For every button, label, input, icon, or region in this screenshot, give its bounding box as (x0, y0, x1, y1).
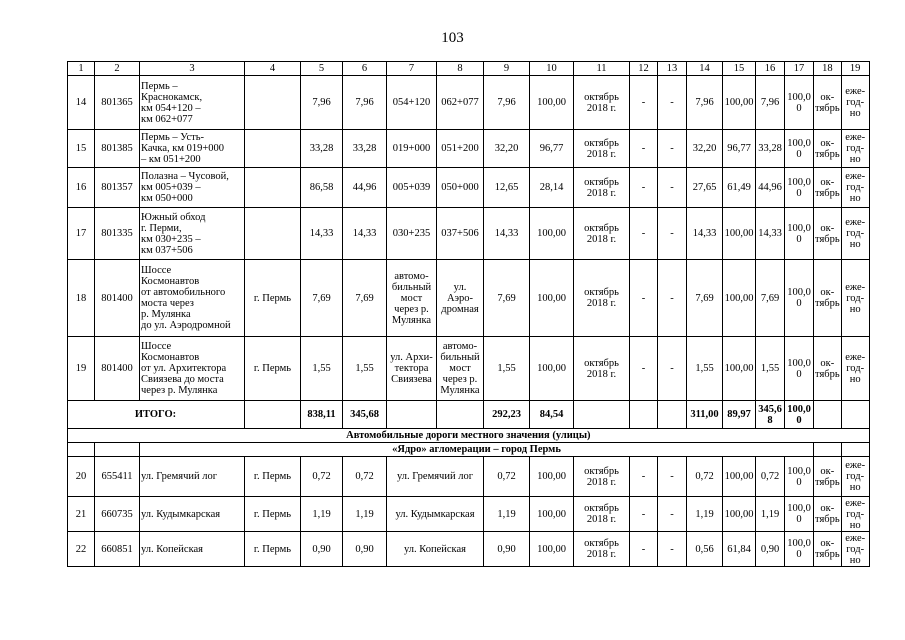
table-cell: 14,33 (484, 208, 530, 260)
table-cell: Шоссе Космонавтов от автомобильного моста через р. Мулянка до ул. Аэродромной (140, 260, 245, 337)
table-row (68, 76, 870, 130)
table-row (68, 260, 870, 337)
column-number-row (68, 62, 870, 76)
table-cell: - (658, 532, 687, 567)
total-col17: 100,0 0 (785, 401, 814, 429)
table-cell (841, 443, 869, 457)
table-cell: ок- тябрь (814, 497, 842, 532)
table-cell: ул. Архи- тектора Свиязева (387, 337, 437, 401)
table-cell: - (630, 497, 658, 532)
total-label: ИТОГО: (68, 401, 245, 429)
total-col15: 89,97 (723, 401, 756, 429)
total-percent: 84,54 (530, 401, 574, 429)
column-number: 2 (95, 62, 140, 76)
column-number: 11 (574, 62, 630, 76)
table-cell: 100,00 (530, 208, 574, 260)
table-cell: 1,55 (484, 337, 530, 401)
table-cell: ул. Кудымкарская (387, 497, 484, 532)
table-cell (387, 401, 437, 429)
table-cell: 44,96 (756, 168, 785, 208)
total-diagnosed: 345,68 (343, 401, 387, 429)
table-cell: 801400 (95, 260, 140, 337)
table-cell: 100,00 (530, 260, 574, 337)
table-cell: 100,00 (530, 532, 574, 567)
table-cell: 44,96 (343, 168, 387, 208)
table-cell: 33,28 (301, 130, 343, 168)
table-cell: - (658, 208, 687, 260)
table-cell: 14 (68, 76, 95, 130)
table-cell: 7,96 (343, 76, 387, 130)
table-cell: ок- тябрь (814, 76, 842, 130)
table-cell: ул. Копейская (140, 532, 245, 567)
table-cell: 100,00 (723, 337, 756, 401)
table-cell: 1,19 (687, 497, 723, 532)
table-cell: 100,0 0 (785, 208, 814, 260)
table-cell: ок- тябрь (814, 168, 842, 208)
table-cell: ок- тябрь (814, 532, 842, 567)
table-cell: ок- тябрь (814, 130, 842, 168)
table-cell: 660851 (95, 532, 140, 567)
table-cell: 100,00 (723, 260, 756, 337)
table-cell: 1,55 (301, 337, 343, 401)
page-number: 103 (441, 30, 464, 46)
table-cell: 062+077 (437, 76, 484, 130)
table-row (68, 130, 870, 168)
table-cell: - (630, 130, 658, 168)
table-cell: 050+000 (437, 168, 484, 208)
table-cell: 61,49 (723, 168, 756, 208)
table-cell: г. Пермь (245, 497, 301, 532)
table-cell (68, 443, 95, 457)
table-cell: автомо- бильный мост через р. Мулянка (437, 337, 484, 401)
table-cell (658, 401, 687, 429)
table-cell: г. Пермь (245, 260, 301, 337)
column-number: 17 (785, 62, 814, 76)
table-cell (437, 401, 484, 429)
table-cell: еже- год- но (841, 208, 869, 260)
table-cell: октябрь 2018 г. (574, 260, 630, 337)
table-row (68, 497, 870, 532)
column-number: 18 (814, 62, 842, 76)
table-cell: 7,69 (484, 260, 530, 337)
column-number: 12 (630, 62, 658, 76)
table-cell: - (658, 130, 687, 168)
table-cell: еже- год- но (841, 497, 869, 532)
table-cell: 7,96 (484, 76, 530, 130)
table-cell: 801335 (95, 208, 140, 260)
table-row (68, 457, 870, 497)
table-cell: 7,96 (301, 76, 343, 130)
table-cell: 0,90 (343, 532, 387, 567)
table-cell: 16 (68, 168, 95, 208)
column-number: 9 (484, 62, 530, 76)
table-cell: - (658, 168, 687, 208)
table-cell: 7,96 (756, 76, 785, 130)
table-cell: Южный обход г. Перми, км 030+235 – км 037+506 (140, 208, 245, 260)
table-cell: 054+120 (387, 76, 437, 130)
table-cell: 801365 (95, 76, 140, 130)
table-cell: ок- тябрь (814, 260, 842, 337)
table-cell (814, 443, 842, 457)
table-cell (841, 401, 869, 429)
table-cell: 27,65 (687, 168, 723, 208)
table-cell: Шоссе Космонавтов от ул. Архитектора Свиязева до моста через р. Мулянка (140, 337, 245, 401)
table-cell: г. Пермь (245, 457, 301, 497)
table-cell: 037+506 (437, 208, 484, 260)
table-cell: - (630, 260, 658, 337)
total-row (68, 401, 870, 429)
table-cell: 96,77 (530, 130, 574, 168)
street-rows (68, 457, 870, 567)
total-col16: 345,6 8 (756, 401, 785, 429)
table-row (68, 168, 870, 208)
table-cell: еже- год- но (841, 532, 869, 567)
table-cell: Пермь – Усть- Качка, км 019+000 – км 051+200 (140, 130, 245, 168)
section-title: Автомобильные дороги местного значения (улицы) (68, 429, 870, 443)
table-cell: 0,72 (687, 457, 723, 497)
table-cell: ул. Аэро- дромная (437, 260, 484, 337)
table-cell: 1,55 (756, 337, 785, 401)
table-cell: 33,28 (343, 130, 387, 168)
table-cell (245, 401, 301, 429)
table-cell: - (658, 76, 687, 130)
table-cell: 801400 (95, 337, 140, 401)
table-cell: 7,96 (687, 76, 723, 130)
table-cell: октябрь 2018 г. (574, 130, 630, 168)
table-cell: 1,55 (687, 337, 723, 401)
table-cell: 655411 (95, 457, 140, 497)
table-cell: 051+200 (437, 130, 484, 168)
table-cell: 1,19 (756, 497, 785, 532)
table-cell: октябрь 2018 г. (574, 532, 630, 567)
table-cell: октябрь 2018 г. (574, 337, 630, 401)
table-cell: - (630, 208, 658, 260)
table-cell: ок- тябрь (814, 337, 842, 401)
table-cell: - (630, 337, 658, 401)
table-cell (245, 208, 301, 260)
table-cell (95, 443, 140, 457)
table-cell: еже- год- но (841, 260, 869, 337)
table-cell: 100,0 0 (785, 337, 814, 401)
table-cell: 0,72 (484, 457, 530, 497)
table-cell: 100,00 (723, 457, 756, 497)
table-cell: г. Пермь (245, 337, 301, 401)
table-cell: 19 (68, 337, 95, 401)
table-cell: еже- год- но (841, 168, 869, 208)
column-number: 16 (756, 62, 785, 76)
column-number: 10 (530, 62, 574, 76)
table-cell: 100,00 (723, 497, 756, 532)
table-cell: 0,90 (484, 532, 530, 567)
table-cell: ул. Гремячий лог (140, 457, 245, 497)
table-cell: еже- год- но (841, 130, 869, 168)
column-number: 3 (140, 62, 245, 76)
table-cell: 030+235 (387, 208, 437, 260)
table-cell (630, 401, 658, 429)
table-cell: - (630, 457, 658, 497)
table-cell: автомо- бильный мост через р. Мулянка (387, 260, 437, 337)
table-cell: - (658, 337, 687, 401)
table-cell: 100,00 (530, 337, 574, 401)
table-cell: еже- год- но (841, 76, 869, 130)
table-cell: еже- год- но (841, 457, 869, 497)
column-number: 5 (301, 62, 343, 76)
column-number: 14 (687, 62, 723, 76)
table-cell: октябрь 2018 г. (574, 168, 630, 208)
table-cell: ок- тябрь (814, 457, 842, 497)
table-cell: 0,72 (301, 457, 343, 497)
table-cell: ул. Копейская (387, 532, 484, 567)
table-row (68, 532, 870, 567)
column-number: 4 (245, 62, 301, 76)
table-cell: 019+000 (387, 130, 437, 168)
table-cell: 18 (68, 260, 95, 337)
table-cell: - (658, 497, 687, 532)
table-cell (245, 168, 301, 208)
table-cell: 7,69 (756, 260, 785, 337)
table-cell: 100,0 0 (785, 497, 814, 532)
table-cell (245, 76, 301, 130)
table-row (68, 337, 870, 401)
table-cell: 100,00 (723, 76, 756, 130)
table-cell: 32,20 (687, 130, 723, 168)
table-cell: 100,00 (530, 497, 574, 532)
table-cell: октябрь 2018 г. (574, 457, 630, 497)
table-cell: 660735 (95, 497, 140, 532)
table-cell: - (658, 457, 687, 497)
table-cell: 7,69 (343, 260, 387, 337)
table-cell: ул. Кудымкарская (140, 497, 245, 532)
total-col14: 311,00 (687, 401, 723, 429)
total-length: 838,11 (301, 401, 343, 429)
table-cell: октябрь 2018 г. (574, 76, 630, 130)
table-cell: 100,0 0 (785, 532, 814, 567)
table-cell: Полазна – Чусовой, км 005+039 – км 050+000 (140, 168, 245, 208)
table-cell: ул. Гремячий лог (387, 457, 484, 497)
road-table (67, 61, 870, 567)
total-normative: 292,23 (484, 401, 530, 429)
table-cell: 14,33 (343, 208, 387, 260)
table-cell: 33,28 (756, 130, 785, 168)
table-cell: 14,33 (687, 208, 723, 260)
table-cell: 100,0 0 (785, 168, 814, 208)
table-cell: 100,0 0 (785, 260, 814, 337)
subsection-title-row (68, 443, 870, 457)
table-cell: 1,19 (301, 497, 343, 532)
table-cell: 7,69 (301, 260, 343, 337)
table-cell: 0,56 (687, 532, 723, 567)
table-cell: 14,33 (301, 208, 343, 260)
table-cell: 96,77 (723, 130, 756, 168)
table-cell: 86,58 (301, 168, 343, 208)
table-cell: 17 (68, 208, 95, 260)
column-number: 8 (437, 62, 484, 76)
table-cell: 1,55 (343, 337, 387, 401)
table-cell: 100,00 (530, 457, 574, 497)
table-cell: 61,84 (723, 532, 756, 567)
table-row (68, 208, 870, 260)
table-cell: 100,0 0 (785, 76, 814, 130)
table-cell: 1,19 (343, 497, 387, 532)
table-cell: - (630, 532, 658, 567)
column-number: 15 (723, 62, 756, 76)
table-cell: Пермь – Краснокамск, км 054+120 – км 062+077 (140, 76, 245, 130)
regional-road-rows (68, 76, 870, 401)
column-number: 7 (387, 62, 437, 76)
table-cell: 32,20 (484, 130, 530, 168)
section-title-row (68, 429, 870, 443)
column-number: 13 (658, 62, 687, 76)
table-cell: 22 (68, 532, 95, 567)
table-cell: - (630, 168, 658, 208)
table-cell: 15 (68, 130, 95, 168)
table-cell: г. Пермь (245, 532, 301, 567)
column-number: 19 (841, 62, 869, 76)
table-cell: 100,00 (723, 208, 756, 260)
subsection-title: «Ядро» агломерации – город Пермь (140, 443, 814, 457)
table-cell: еже- год- но (841, 337, 869, 401)
table-cell: 14,33 (756, 208, 785, 260)
table-cell: 7,69 (687, 260, 723, 337)
table-cell: 21 (68, 497, 95, 532)
table-cell (574, 401, 630, 429)
table-cell (245, 130, 301, 168)
column-number: 1 (68, 62, 95, 76)
table-cell: 0,72 (343, 457, 387, 497)
table-cell: - (630, 76, 658, 130)
table-cell: 0,72 (756, 457, 785, 497)
table-cell: 0,90 (301, 532, 343, 567)
table-cell: октябрь 2018 г. (574, 208, 630, 260)
table-cell: 1,19 (484, 497, 530, 532)
table-cell: - (658, 260, 687, 337)
table-cell: 0,90 (756, 532, 785, 567)
table-cell: 100,0 0 (785, 130, 814, 168)
table-cell: 100,00 (530, 76, 574, 130)
table-cell: 100,0 0 (785, 457, 814, 497)
table-cell: 005+039 (387, 168, 437, 208)
table-cell: 28,14 (530, 168, 574, 208)
table-cell: 12,65 (484, 168, 530, 208)
column-number: 6 (343, 62, 387, 76)
table-cell: ок- тябрь (814, 208, 842, 260)
table-cell (814, 401, 842, 429)
table-cell: 801357 (95, 168, 140, 208)
table-cell: октябрь 2018 г. (574, 497, 630, 532)
table-cell: 20 (68, 457, 95, 497)
table-cell: 801385 (95, 130, 140, 168)
